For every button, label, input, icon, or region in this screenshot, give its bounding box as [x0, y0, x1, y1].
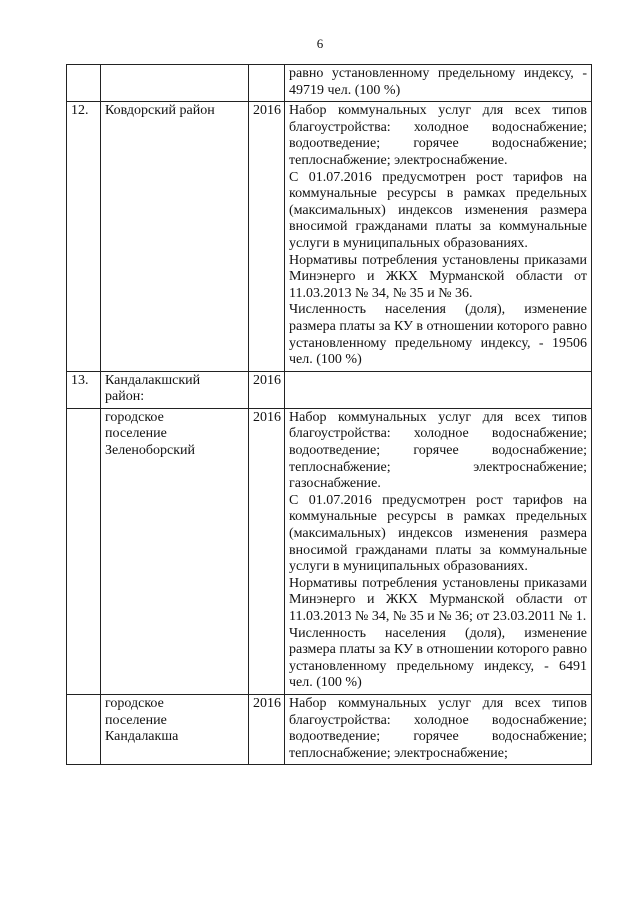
municipality-name	[101, 408, 249, 694]
table-row	[67, 694, 592, 764]
municipality-name-line: поселение	[105, 426, 167, 442]
description-paragraph: Набор коммунальных услуг для всех типов благоустройства: холодное водоснабжение; водоотведение; горячее водоснабжение; теплоснабжение; электроснабжение; газоснабжение.	[289, 409, 587, 492]
description-paragraph: Численность населения (доля), изменение размера платы за КУ в отношении которого равно установленному предельному индексу, - 6491 чел. (100 %)	[289, 625, 587, 691]
page-number: 6	[316, 36, 324, 51]
tariff-table	[66, 64, 592, 765]
table-row	[67, 408, 592, 694]
year-cell: 2016	[249, 694, 285, 764]
description-cell	[285, 65, 592, 102]
municipality-name-line: поселение	[105, 712, 167, 728]
description-paragraph: равно установленному предельному индексу, - 49719 чел. (100 %)	[289, 66, 587, 98]
table-row	[67, 371, 592, 408]
table-body	[67, 65, 592, 765]
description-cell	[285, 371, 592, 408]
year-cell: 2016	[249, 102, 285, 372]
row-number	[67, 408, 101, 694]
row-number: 12.	[67, 102, 101, 372]
municipality-name-line: Ковдорский район	[105, 103, 215, 119]
row-number	[67, 694, 101, 764]
municipality-name	[101, 371, 249, 408]
description-paragraph: С 01.07.2016 предусмотрен рост тарифов на коммунальные ресурсы в рамках предельных (максимальных) индексов изменения размера вносимой гражданами платы за коммунальные услуги в муниципальных образованиях.	[289, 169, 587, 251]
municipality-name-line: Кандалакшский	[105, 372, 201, 388]
municipality-name	[101, 102, 249, 372]
description-paragraph: Набор коммунальных услуг для всех типов благоустройства: холодное водоснабжение; водоотведение; горячее водоснабжение; теплоснабжение; электроснабжение.	[289, 103, 587, 168]
description-paragraph: Нормативы потребления установлены приказами Минэнерго и ЖКХ Мурманской области от 11.03.2013 № 34, № 35 и № 36; от 23.03.2011 № 1.	[289, 575, 587, 624]
row-number: 13.	[67, 371, 101, 408]
description-paragraph: С 01.07.2016 предусмотрен рост тарифов на коммунальные ресурсы в рамках предельных (максимальных) индексов изменения размера вносимой гражданами платы за коммунальные услуги в муниципальных образованиях.	[289, 492, 587, 575]
municipality-name-line: городское	[105, 409, 164, 425]
description-paragraph: Нормативы потребления установлены приказами Минэнерго и ЖКХ Мурманской области от 11.03.2013 № 34, № 35 и № 36.	[289, 252, 587, 301]
table-row	[67, 102, 592, 372]
description-cell	[285, 102, 592, 372]
municipality-name-line: Зеленоборский	[105, 443, 196, 459]
municipality-name-line: городское	[105, 695, 164, 711]
municipality-name-line: район:	[105, 389, 145, 405]
description-paragraph: Численность населения (доля), изменение размера платы за КУ в отношении которого равно установленному предельному индексу, - 19506 чел. (100 %)	[289, 302, 587, 368]
municipality-name-line: Кандалакша	[105, 729, 179, 745]
year-cell	[249, 65, 285, 102]
year-cell: 2016	[249, 408, 285, 694]
municipality-name	[101, 65, 249, 102]
description-cell	[285, 408, 592, 694]
municipality-name	[101, 694, 249, 764]
row-number	[67, 65, 101, 102]
description-paragraph: Набор коммунальных услуг для всех типов благоустройства: холодное водоснабжение; водоотведение; горячее водоснабжение; теплоснабжение; электроснабжение;	[289, 695, 587, 761]
description-cell	[285, 694, 592, 764]
year-cell: 2016	[249, 371, 285, 408]
table-row	[67, 65, 592, 102]
